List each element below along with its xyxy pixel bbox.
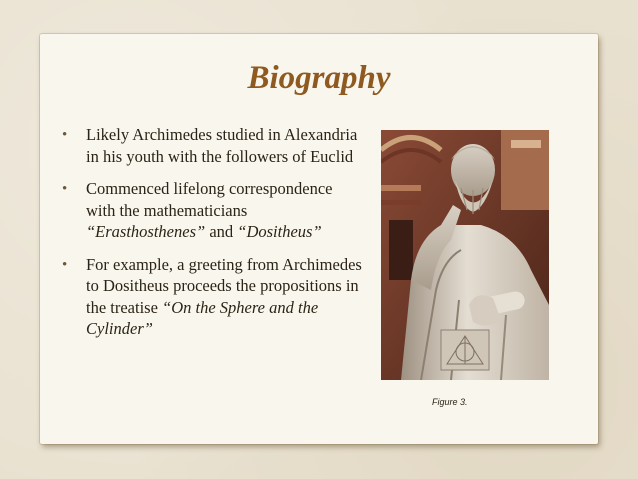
bullet-item [62, 178, 362, 243]
slide-title: Biography [247, 60, 391, 96]
statue-illustration [381, 130, 549, 380]
bullet-text-italic: “Erasthosthenes” [86, 222, 206, 241]
bullet-icon: • [62, 127, 68, 143]
bullet-text: For example, a greeting from Archimedes to Dositheus proceeds the propositions in the treatise [86, 254, 362, 317]
bullet-text: Commenced lifelong correspondence with the mathematicians [86, 179, 333, 220]
bullet-item [62, 254, 362, 340]
archimedes-statue-image [381, 130, 549, 380]
figure-caption: Figure 3. [432, 397, 468, 407]
bullet-text: Likely Archimedes studied in Alexandria in his youth with the followers of Euclid [86, 125, 358, 166]
bullet-text-italic: “On the Sphere and the Cylinder” [86, 297, 319, 338]
bullet-text: and [205, 222, 238, 241]
bullet-list [62, 124, 362, 351]
bullet-icon: • [62, 256, 68, 273]
bullet-text-italic: “Dositheus” [237, 222, 322, 241]
bullet-icon: • [62, 181, 68, 197]
bullet-item [62, 124, 362, 167]
